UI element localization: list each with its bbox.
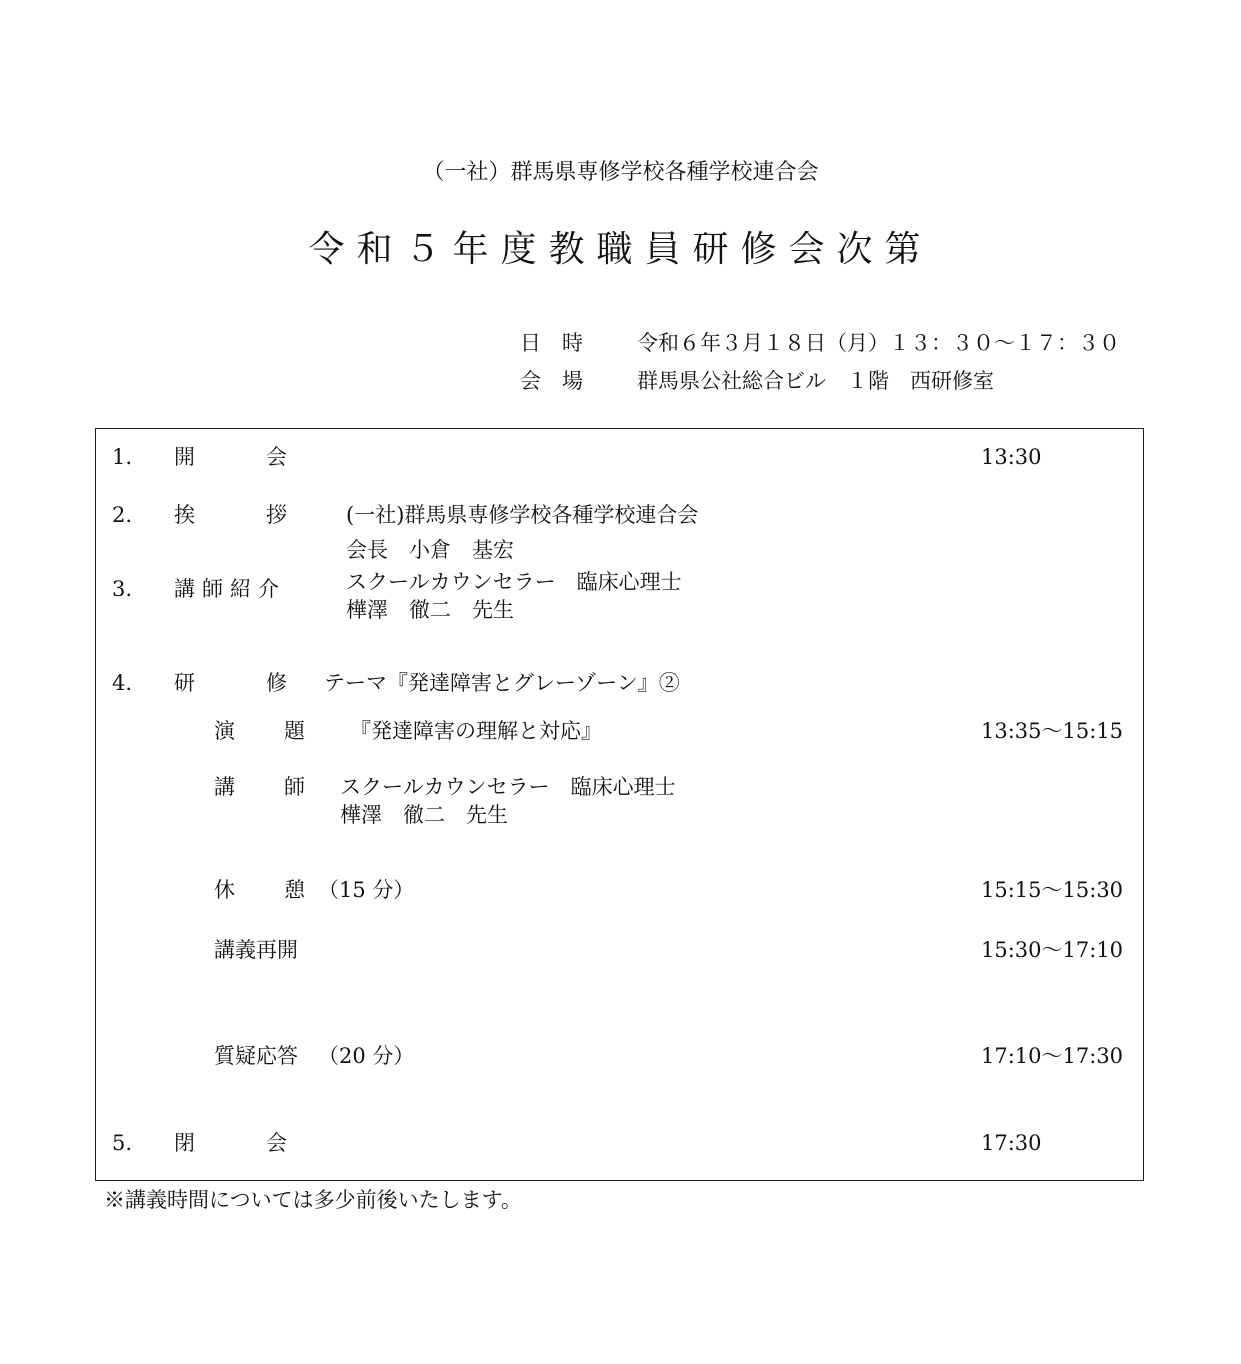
subject-text: 『発達障害の理解と対応』 bbox=[350, 719, 602, 743]
item-5-label-a: 閉 bbox=[174, 1131, 195, 1155]
subject-time: 13:35〜15:15 bbox=[981, 719, 1124, 743]
lecturer-label-b: 師 bbox=[284, 775, 305, 799]
item-2-label-b: 拶 bbox=[266, 503, 287, 527]
lecturer-title: スクールカウンセラー 臨床心理士 bbox=[340, 775, 676, 799]
item-2-number: 2. bbox=[112, 503, 133, 527]
item-1-time: 13:30 bbox=[981, 445, 1042, 469]
item-2-organization: (一社)群馬県専修学校各種学校連合会 bbox=[346, 503, 699, 527]
document-title: 令和５年度教職員研修会次第 bbox=[308, 229, 933, 270]
item-1-number: 1. bbox=[112, 445, 133, 469]
item-5-time: 17:30 bbox=[981, 1131, 1042, 1155]
lecturer-name: 樺澤 徹二 先生 bbox=[340, 803, 508, 827]
venue-value: 群馬県公社総合ビル １階 西研修室 bbox=[637, 369, 994, 393]
resume-label: 講義再開 bbox=[214, 938, 298, 962]
item-4-label-b: 修 bbox=[266, 671, 287, 695]
lecturer-label-a: 講 bbox=[214, 775, 235, 799]
resume-time: 15:30〜17:10 bbox=[981, 938, 1124, 962]
break-duration: （15 分） bbox=[318, 878, 415, 902]
subject-label-a: 演 bbox=[214, 719, 235, 743]
item-4-number: 4. bbox=[112, 671, 133, 695]
date-value: 令和６年３月１８日（月）１３：３０〜１７：３０ bbox=[637, 331, 1120, 355]
item-3-number: 3. bbox=[112, 577, 133, 601]
program-box bbox=[95, 428, 1144, 1181]
item-4-theme: テーマ『発達障害とグレーゾーン』② bbox=[324, 671, 680, 695]
item-4-label-a: 研 bbox=[174, 671, 195, 695]
item-1-label-a: 開 bbox=[174, 445, 195, 469]
item-2-label-a: 挨 bbox=[174, 503, 195, 527]
item-3-title: スクールカウンセラー 臨床心理士 bbox=[346, 570, 682, 594]
date-label: 日 時 bbox=[520, 331, 583, 355]
qa-time: 17:10〜17:30 bbox=[981, 1044, 1124, 1068]
qa-duration: （20 分） bbox=[318, 1044, 415, 1068]
item-5-number: 5. bbox=[112, 1131, 133, 1155]
item-3-name: 樺澤 徹二 先生 bbox=[346, 598, 514, 622]
break-label-a: 休 bbox=[214, 878, 235, 902]
item-1-label-b: 会 bbox=[266, 445, 287, 469]
item-3-label: 講師紹介 bbox=[174, 577, 286, 601]
item-2-president: 会長 小倉 基宏 bbox=[346, 538, 514, 562]
subject-label-b: 題 bbox=[284, 719, 305, 743]
footnote: ※講義時間については多少前後いたします。 bbox=[104, 1188, 522, 1212]
venue-label: 会 場 bbox=[520, 369, 583, 393]
break-label-b: 憩 bbox=[284, 878, 305, 902]
break-time: 15:15〜15:30 bbox=[981, 878, 1124, 902]
organization-name: （一社）群馬県専修学校各種学校連合会 bbox=[422, 160, 819, 185]
qa-label: 質疑応答 bbox=[214, 1044, 298, 1068]
item-5-label-b: 会 bbox=[266, 1131, 287, 1155]
